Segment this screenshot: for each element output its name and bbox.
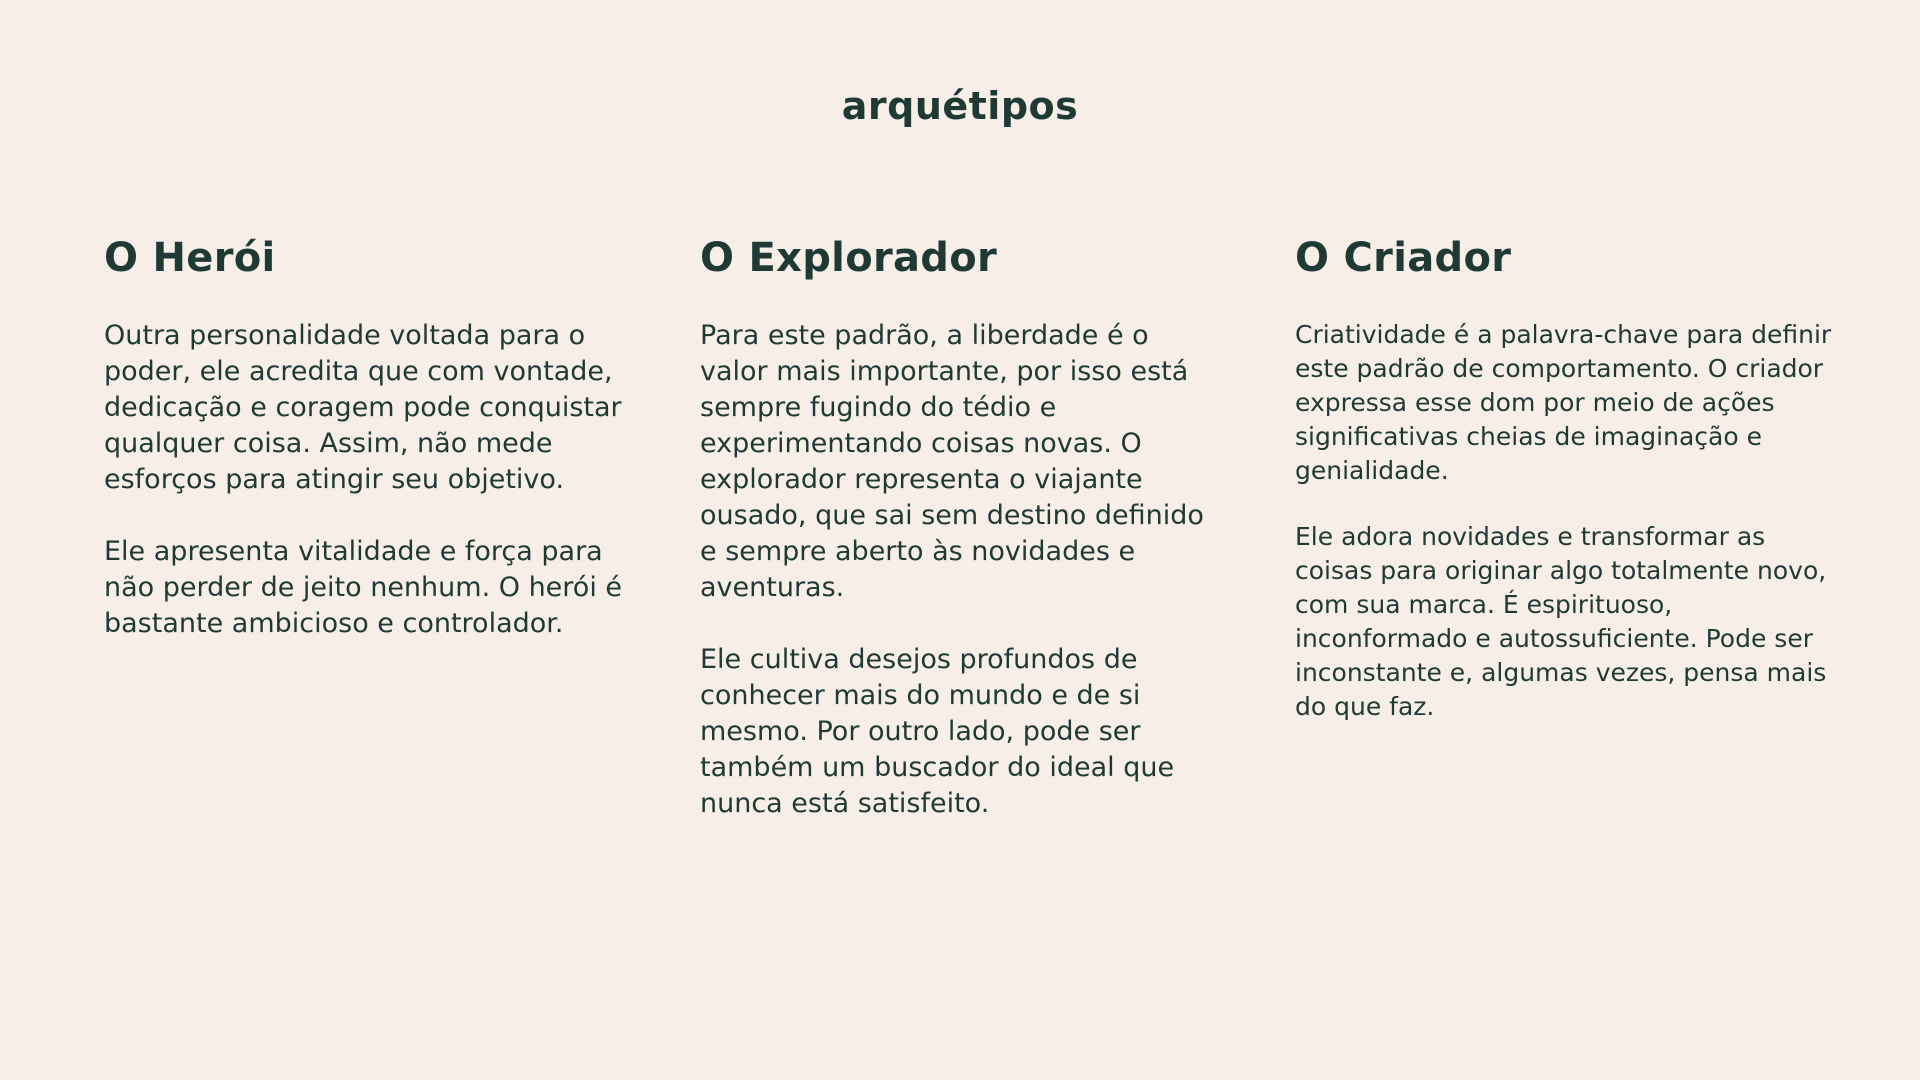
slide-title: arquétipos — [841, 84, 1079, 128]
archetype-column-hero — [104, 236, 644, 642]
description-paragraph: Ele cultiva desejos profundos de conhecer mais do mundo e de si mesmo. Por outro lado, pode ser também um buscador do ideal que nunca está satisfeito. — [700, 644, 1175, 819]
description-paragraph: Outra personalidade voltada para o poder, ele acredita que com vontade, dedicação e coragem pode conquistar qualquer coisa. Assim, não mede esforços para atingir seu objetivo. — [104, 320, 622, 495]
description-paragraph: Para este padrão, a liberdade é o valor mais importante, por isso está sempre fugindo do tédio e experimentando coisas novas. O explorador representa o viajante ousado, que sai sem destino definido e sempre aberto às novidades e aventuras. — [700, 320, 1204, 603]
description-paragraph: Criatividade é a palavra-chave para definir este padrão de comportamento. O criador expressa esse dom por meio de ações significativas cheias de imaginação e genialidade. — [1295, 320, 1832, 485]
archetype-description — [1295, 318, 1835, 724]
archetype-title: O Criador — [1295, 235, 1512, 281]
archetype-description — [104, 318, 644, 642]
archetype-title: O Explorador — [700, 235, 998, 281]
description-paragraph: Ele adora novidades e transformar as coisas para originar algo totalmente novo, com sua marca. É espirituoso, inconformado e autossuficiente. Pode ser inconstante e, algumas vezes, pensa mais do que faz. — [1295, 522, 1827, 721]
archetype-column-explorer — [700, 236, 1220, 822]
description-paragraph: Ele apresenta vitalidade e força para não perder de jeito nenhum. O herói é bastante ambicioso e controlador. — [104, 536, 623, 639]
archetype-column-creator — [1295, 236, 1835, 724]
archetype-title: O Herói — [104, 235, 276, 281]
archetype-description — [700, 318, 1220, 822]
